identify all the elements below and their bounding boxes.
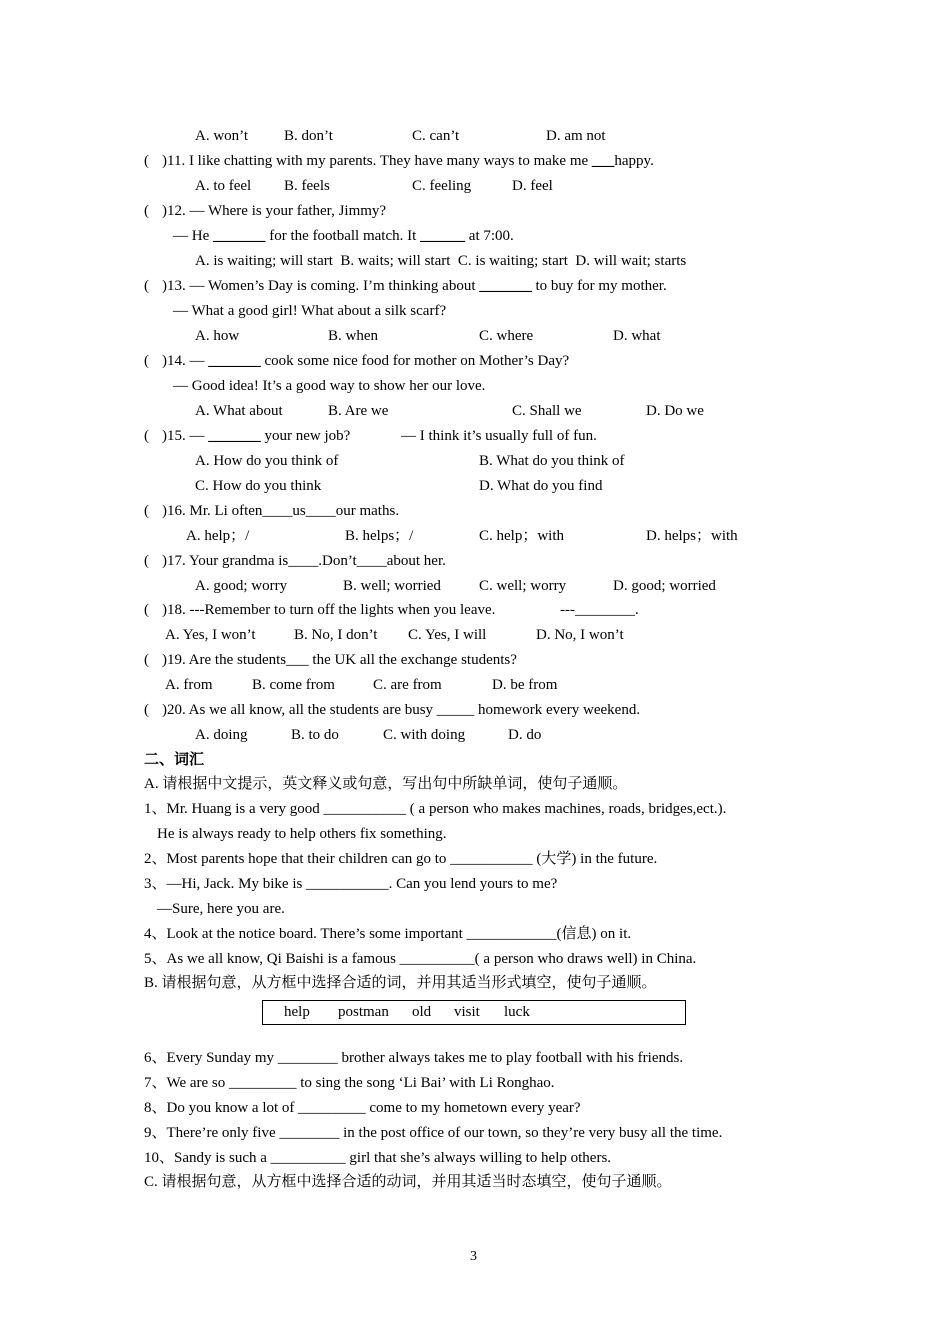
q11-option-d: D. feel: [512, 178, 553, 194]
part-a-item-4: 4、Look at the notice board. There’s some important ____________(信息) on it.: [144, 926, 632, 942]
word-box-item: old: [412, 1004, 432, 1020]
page-number: 3: [470, 1249, 477, 1264]
q12-line2-part1: — He: [173, 228, 213, 244]
q15-stem-end: your new job?: [260, 428, 351, 444]
q16-option-a: A. help；/: [186, 528, 250, 544]
q12-options: A. is waiting; will start B. waits; will start C. is waiting; start D. will wait; starts: [195, 253, 687, 269]
q19-paren: (: [144, 652, 149, 668]
word-box-item: help: [284, 1004, 310, 1020]
q14-paren: (: [144, 353, 149, 369]
part-b-item-9: 9、There’re only five ________ in the post office of our town, so they’re very busy all the time.: [144, 1125, 723, 1141]
q14-option-b: B. Are we: [328, 403, 389, 419]
q19-stem: )19. Are the students___ the UK all the exchange students?: [162, 652, 517, 668]
q12-line2-part3: at 7:00.: [465, 228, 514, 244]
part-a-item-1-cont: He is always ready to help others fix something.: [157, 826, 447, 842]
q11-option-c: C. feeling: [412, 178, 472, 194]
q12-paren: (: [144, 203, 149, 219]
q12-line2-part2: for the football match. It: [265, 228, 421, 244]
q18-option-d: D. No, I won’t: [536, 627, 624, 643]
q16-option-c: C. help；with: [479, 528, 564, 544]
part-b-item-8: 8、Do you know a lot of _________ come to my hometown every year?: [144, 1100, 581, 1116]
q14-option-c: C. Shall we: [512, 403, 582, 419]
q16-paren: (: [144, 503, 149, 519]
q11-paren: (: [144, 153, 149, 169]
q13-stem-end: to buy for my mother.: [531, 278, 667, 294]
q15-reply: — I think it’s usually full of fun.: [401, 428, 597, 444]
q19-option-d: D. be from: [492, 677, 558, 693]
word-box-item: visit: [454, 1004, 480, 1020]
q14-stem: [162, 349, 569, 374]
q20-paren: (: [144, 702, 149, 718]
q20-option-b: B. to do: [291, 727, 339, 743]
q17-option-d: D. good; worried: [613, 578, 716, 594]
part-a-item-3: 3、—Hi, Jack. My bike is ___________. Can you lend yours to me?: [144, 876, 558, 892]
part-b-item-10: 10、Sandy is such a __________ girl that she’s always willing to help others.: [144, 1150, 612, 1166]
q17-option-c: C. well; worry: [479, 578, 567, 594]
q15-stem: [162, 424, 350, 449]
q19-option-a: A. from: [165, 677, 213, 693]
part-b-instruction: B. 请根据句意，从方框中选择合适的词，并用其适当形式填空，使句子通顺。: [144, 975, 657, 991]
part-a-item-1: 1、Mr. Huang is a very good ___________ ( a person who makes machines, roads, bridges,ect.).: [144, 801, 727, 817]
q13-reply: — What a good girl! What about a silk scarf?: [173, 303, 447, 319]
q18-reply: ---________.: [560, 602, 639, 618]
q15-option-c: C. How do you think: [195, 478, 322, 494]
word-box-item: postman: [338, 1004, 389, 1020]
q12-answer-line: [173, 224, 514, 249]
q10-option-a: A. won’t: [195, 128, 249, 144]
q19-option-c: C. are from: [373, 677, 442, 693]
q13-option-c: C. where: [479, 328, 534, 344]
q11-stem-text: )11. I like chatting with my parents. They have many ways to make me: [162, 153, 592, 169]
q17-option-a: A. good; worry: [195, 578, 288, 594]
word-box-item: luck: [504, 1004, 530, 1020]
q12-blank-1: _______: [213, 228, 266, 244]
q14-stem-end: cook some nice food for mother on Mother’s Day?: [260, 353, 570, 369]
q15-paren: (: [144, 428, 149, 444]
word-box: [262, 1000, 686, 1025]
q12-stem: )12. — Where is your father, Jimmy?: [162, 203, 387, 219]
q20-option-d: D. do: [508, 727, 542, 743]
q11-blank: ___: [591, 153, 615, 169]
q17-option-b: B. well; worried: [343, 578, 441, 594]
q16-stem: )16. Mr. Li often____us____our maths.: [162, 503, 400, 519]
q18-option-b: B. No, I don’t: [294, 627, 378, 643]
part-a-item-3-cont: —Sure, here you are.: [157, 901, 285, 917]
q15-option-d: D. What do you find: [479, 478, 603, 494]
q20-stem: )20. As we all know, all the students are busy _____ homework every weekend.: [162, 702, 641, 718]
q20-option-a: A. doing: [195, 727, 248, 743]
q13-stem-text: )13. — Women’s Day is coming. I’m thinking about: [162, 278, 480, 294]
q17-stem: )17. Your grandma is____.Don’t____about her.: [162, 553, 446, 569]
q14-stem-text: )14. —: [162, 353, 209, 369]
q11-option-b: B. feels: [284, 178, 330, 194]
q14-blank: _______: [208, 353, 261, 369]
q18-paren: (: [144, 602, 149, 618]
q13-paren: (: [144, 278, 149, 294]
q12-blank-2: ______: [420, 228, 466, 244]
q17-paren: (: [144, 553, 149, 569]
q13-option-a: A. how: [195, 328, 240, 344]
q16-option-b: B. helps；/: [345, 528, 414, 544]
q13-stem: [162, 274, 667, 299]
q13-option-b: B. when: [328, 328, 378, 344]
q14-option-a: A. What about: [195, 403, 283, 419]
q14-reply: — Good idea! It’s a good way to show her our love.: [173, 378, 486, 394]
q18-option-a: A. Yes, I won’t: [165, 627, 256, 643]
part-b-item-7: 7、We are so _________ to sing the song ‘Li Bai’ with Li Ronghao.: [144, 1075, 555, 1091]
q18-option-c: C. Yes, I will: [408, 627, 487, 643]
part-a-instruction: A. 请根据中文提示，英文释义或句意，写出句中所缺单词，使句子通顺。: [144, 776, 628, 792]
q15-stem-text: )15. —: [162, 428, 209, 444]
q11-stem: [162, 149, 654, 174]
part-a-item-2: 2、Most parents hope that their children can go to ___________ (大学) in the future.: [144, 851, 658, 867]
q10-option-d: D. am not: [546, 128, 606, 144]
q13-option-d: D. what: [613, 328, 661, 344]
part-a-item-5: 5、As we all know, Qi Baishi is a famous __________( a person who draws well) in China.: [144, 951, 697, 967]
q10-option-c: C. can’t: [412, 128, 460, 144]
q10-option-b: B. don’t: [284, 128, 333, 144]
q18-stem: )18. ---Remember to turn off the lights when you leave.: [162, 602, 496, 618]
q16-option-d: D. helps；with: [646, 528, 738, 544]
q15-option-a: A. How do you think of: [195, 453, 339, 469]
q11-stem-end: happy.: [614, 153, 654, 169]
q11-option-a: A. to feel: [195, 178, 252, 194]
q19-option-b: B. come from: [252, 677, 335, 693]
q15-option-b: B. What do you think of: [479, 453, 625, 469]
section-title-vocabulary: 二、词汇: [144, 752, 205, 768]
q14-option-d: D. Do we: [646, 403, 704, 419]
q15-blank: _______: [208, 428, 261, 444]
q13-blank: _______: [479, 278, 532, 294]
q20-option-c: C. with doing: [383, 727, 466, 743]
part-b-item-6: 6、Every Sunday my ________ brother always takes me to play football with his friends.: [144, 1050, 684, 1066]
part-c-instruction: C. 请根据句意，从方框中选择合适的动词，并用其适当时态填空，使句子通顺。: [144, 1174, 672, 1190]
